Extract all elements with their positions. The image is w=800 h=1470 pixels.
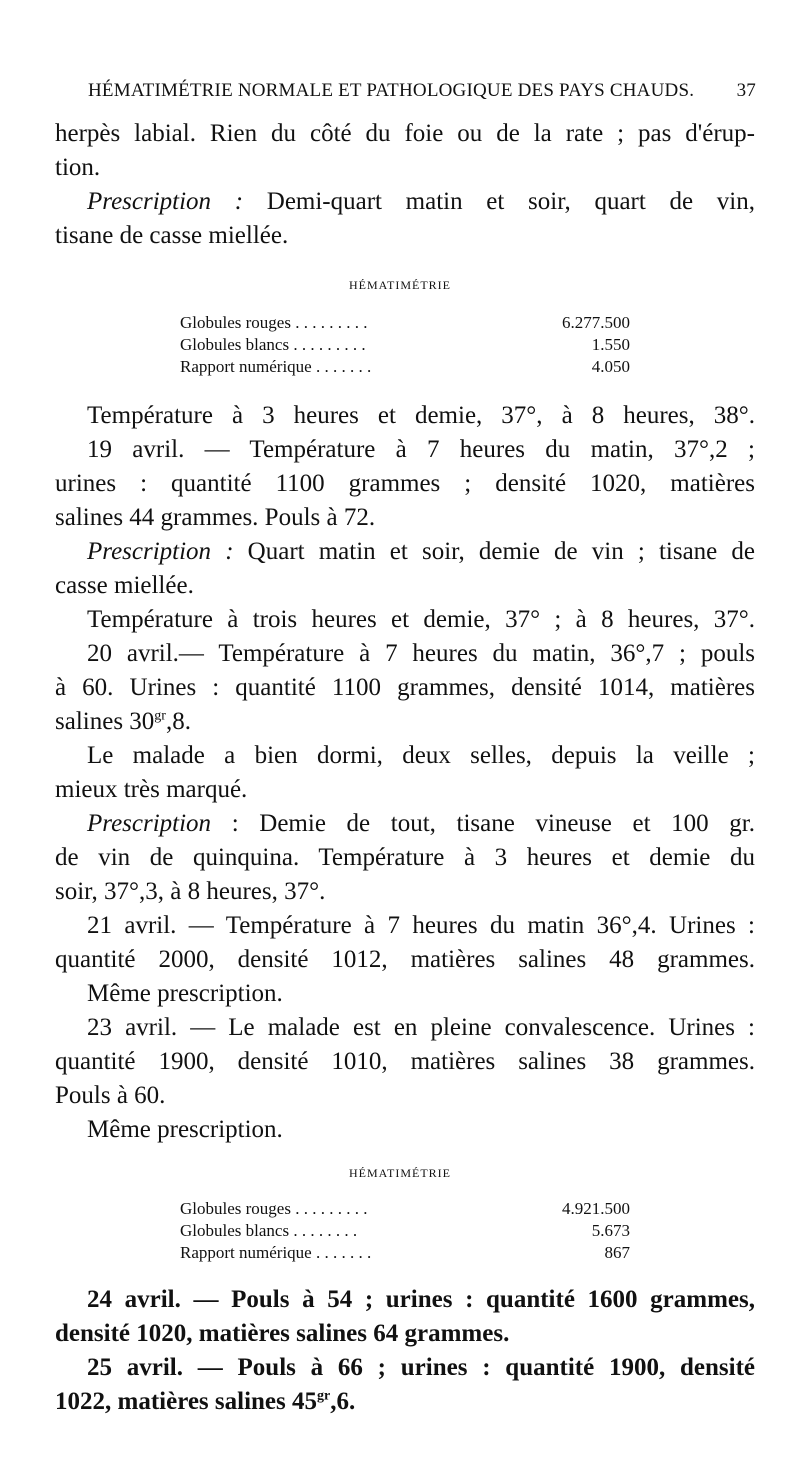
- text-line: mieux très marqué.: [55, 776, 248, 803]
- prescription-label: Prescription :: [87, 538, 234, 565]
- unit-superscript: gr: [317, 1388, 331, 1404]
- text-line: [55, 1384, 755, 1420]
- text-line: 19 avril. — Température à 7 heures du matin, 37°,2 ;: [87, 436, 755, 463]
- text-line: à 60. Urines : quantité 1100 grammes, densité 1014, matières: [55, 674, 755, 701]
- row-value: 4.050: [591, 357, 630, 376]
- row-value: 1.550: [591, 335, 630, 354]
- page-number: 37: [736, 80, 756, 101]
- row-label: Globules rouges . . . . . . . . .: [180, 313, 368, 332]
- table-row: [180, 1242, 630, 1264]
- unit-superscript: gr: [154, 708, 166, 724]
- text-line: quantité 2000, densité 1012, matières salines 48 grammes.: [55, 946, 755, 973]
- text-line: Le malade a bien dormi, deux selles, depuis la veille ;: [87, 742, 755, 769]
- row-label: Globules rouges . . . . . . . . .: [180, 1199, 368, 1218]
- text-line: densité 1020, matières salines 64 grammes.: [55, 1320, 510, 1347]
- text-span: : Demie de tout, tisane vineuse et 100 gr.: [211, 810, 755, 837]
- table-row: [180, 1220, 630, 1242]
- text-span: 1022, matières salines 45: [55, 1388, 318, 1415]
- running-title: HÉMATIMÉTRIE NORMALE ET PATHOLOGIQUE DES PAYS CHAUDS.: [88, 80, 695, 101]
- prescription-line: [87, 534, 755, 570]
- row-value: 867: [604, 1243, 630, 1262]
- table-row: [180, 334, 630, 356]
- text-span: salines 30: [55, 708, 155, 735]
- text-line: Même prescription.: [87, 980, 283, 1007]
- text-line: salines 44 grammes. Pouls à 72.: [55, 504, 376, 531]
- text-line: soir, 37°,3, à 8 heures, 37°.: [55, 878, 326, 905]
- text-span: Demi-quart matin et soir, quart de vin,: [243, 188, 755, 215]
- text-line: Température à 3 heures et demie, 37°, à 8 heures, 38°.: [87, 402, 755, 429]
- text-line: 20 avril.— Température à 7 heures du matin, 36°,7 ; pouls: [87, 640, 755, 667]
- prescription-line: [87, 184, 755, 220]
- row-label: Rapport numérique . . . . . . .: [180, 357, 372, 376]
- row-label: Globules blancs . . . . . . . .: [180, 1221, 358, 1240]
- text-line: Même prescription.: [87, 1116, 283, 1143]
- prescription-label: Prescription :: [87, 188, 244, 215]
- text-line: 24 avril. — Pouls à 54 ; urines : quantité 1600 grammes,: [87, 1286, 755, 1313]
- text-line: Pouls à 60.: [55, 1082, 166, 1109]
- row-value: 4.921.500: [562, 1199, 630, 1218]
- table-row: [180, 1198, 630, 1220]
- text-line: tisane de casse miellée.: [55, 222, 289, 249]
- text-span: Quart matin et soir, demie de vin ; tisane de: [233, 538, 755, 565]
- row-value: 5.673: [591, 1221, 630, 1240]
- text-line: 25 avril. — Pouls à 66 ; urines : quantité 1900, densité: [87, 1354, 755, 1381]
- prescription-line: [87, 806, 755, 842]
- text-line: [55, 704, 755, 740]
- text-line: 21 avril. — Température à 7 heures du matin 36°,4. Urines :: [87, 912, 755, 939]
- text-line: casse miellée.: [55, 572, 194, 599]
- row-label: Rapport numérique . . . . . . .: [180, 1243, 372, 1262]
- text-line: urines : quantité 1100 grammes ; densité 1020, matières: [55, 470, 755, 497]
- prescription-label: Prescription: [87, 810, 212, 837]
- text-line: quantité 1900, densité 1010, matières salines 38 grammes.: [55, 1048, 755, 1075]
- text-line: herpès labial. Rien du côté du foie ou de la rate ; pas d'érup-: [55, 120, 755, 147]
- table-title: HÉMATIMÉTRIE: [349, 1166, 451, 1180]
- text-line: de vin de quinquina. Température à 3 heures et demie du: [55, 844, 755, 871]
- table-title: HÉMATIMÉTRIE: [349, 278, 451, 292]
- text-line: tion.: [55, 154, 101, 181]
- text-line: Température à trois heures et demie, 37° ; à 8 heures, 37°.: [87, 606, 755, 633]
- table-row: [180, 356, 630, 378]
- text-line: 23 avril. — Le malade est en pleine convalescence. Urines :: [87, 1014, 755, 1041]
- text-span: ,6.: [330, 1388, 356, 1415]
- row-label: Globules blancs . . . . . . . . .: [180, 335, 366, 354]
- row-value: 6.277.500: [562, 313, 630, 332]
- text-span: ,8.: [165, 708, 191, 735]
- table-row: [180, 312, 630, 334]
